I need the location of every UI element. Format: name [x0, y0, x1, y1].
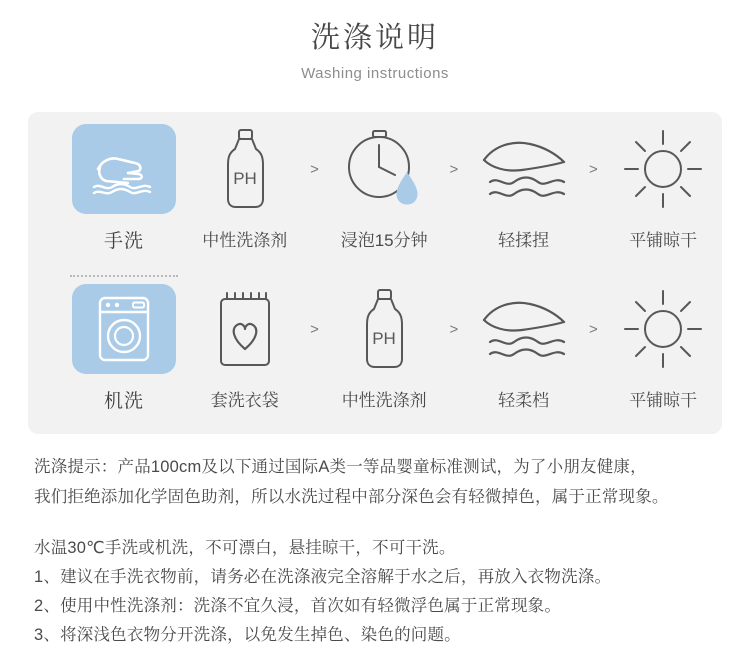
step-label: 平铺晾干 — [629, 231, 698, 250]
arrow-separator: > — [310, 160, 319, 178]
step-label: 中性洗涤剂 — [341, 391, 427, 410]
step-label: 浸泡15分钟 — [340, 231, 428, 250]
step-flat-dry — [604, 124, 722, 251]
laundry-bag-heart-icon — [211, 284, 279, 374]
flat-dry-sun-icon — [621, 284, 705, 374]
step-soak-15min — [325, 124, 443, 251]
instructions-panel — [28, 112, 722, 434]
flat-dry-sun-icon — [621, 124, 705, 214]
washing-tip-block — [34, 452, 724, 512]
ph-detergent-bottle-icon — [354, 284, 414, 374]
step-label: 轻揉捏 — [498, 231, 550, 250]
step-neutral-detergent — [186, 124, 304, 251]
step-flat-dry — [604, 284, 722, 411]
step-label: 平铺晾干 — [629, 391, 698, 410]
gentle-knead-icon — [476, 124, 572, 214]
washing-rules-block — [34, 534, 724, 650]
step-gentle-cycle — [465, 284, 583, 411]
rule-line: 1、建议在手洗衣物前，请务必在洗涤液完全溶解于水之后，再放入衣物洗涤。 — [34, 568, 612, 586]
arrow-separator: > — [449, 160, 459, 178]
machine-wash-label: 机洗 — [103, 391, 144, 412]
arrow-separator: > — [588, 160, 598, 178]
row-divider — [70, 275, 178, 279]
svg-text:PH: PH — [232, 169, 257, 188]
arrow-separator: > — [449, 320, 459, 338]
page-title: 洗涤说明 — [310, 22, 439, 54]
hand-wash-icon — [72, 124, 176, 214]
washing-machine-icon — [72, 284, 176, 374]
rule-line: 2、使用中性洗涤剂：洗涤不宜久浸，首次如有轻微浮色属于正常现象。 — [34, 597, 562, 615]
machine-wash-primary — [72, 284, 176, 413]
gentle-cycle-icon — [476, 284, 572, 374]
step-label: 套洗衣袋 — [210, 391, 279, 410]
rule-line: 水温30℃手洗或机洗，不可漂白，悬挂晾干，不可干洗。 — [34, 539, 456, 557]
arrow-separator: > — [310, 320, 319, 338]
step-gentle-knead — [465, 124, 583, 251]
ph-detergent-bottle-icon — [215, 124, 275, 214]
svg-text:PH: PH — [372, 329, 396, 348]
arrow-separator: > — [588, 320, 598, 338]
notes-section — [34, 452, 724, 650]
machine-wash-row — [28, 284, 722, 434]
tip-line: 我们拒绝添加化学固色助剂，所以水洗过程中部分深色会有轻微掉色，属于正常现象。 — [34, 488, 669, 506]
rule-line: 3、将深浅色衣物分开洗涤，以免发生掉色、染色的问题。 — [34, 626, 461, 644]
hand-wash-primary — [72, 124, 176, 253]
step-neutral-detergent — [325, 284, 443, 411]
soak-timer-icon — [341, 124, 427, 214]
hand-wash-label: 手洗 — [103, 231, 144, 252]
hand-wash-row — [28, 124, 722, 274]
page-header — [0, 0, 750, 84]
tip-line: 洗涤提示：产品100cm及以下通过国际A类一等品婴童标准测试，为了小朋友健康， — [34, 458, 647, 476]
step-laundry-bag — [186, 284, 304, 411]
page-subtitle: Washing instructions — [301, 65, 449, 82]
step-label: 轻柔档 — [498, 391, 550, 410]
step-label: 中性洗涤剂 — [202, 231, 288, 250]
